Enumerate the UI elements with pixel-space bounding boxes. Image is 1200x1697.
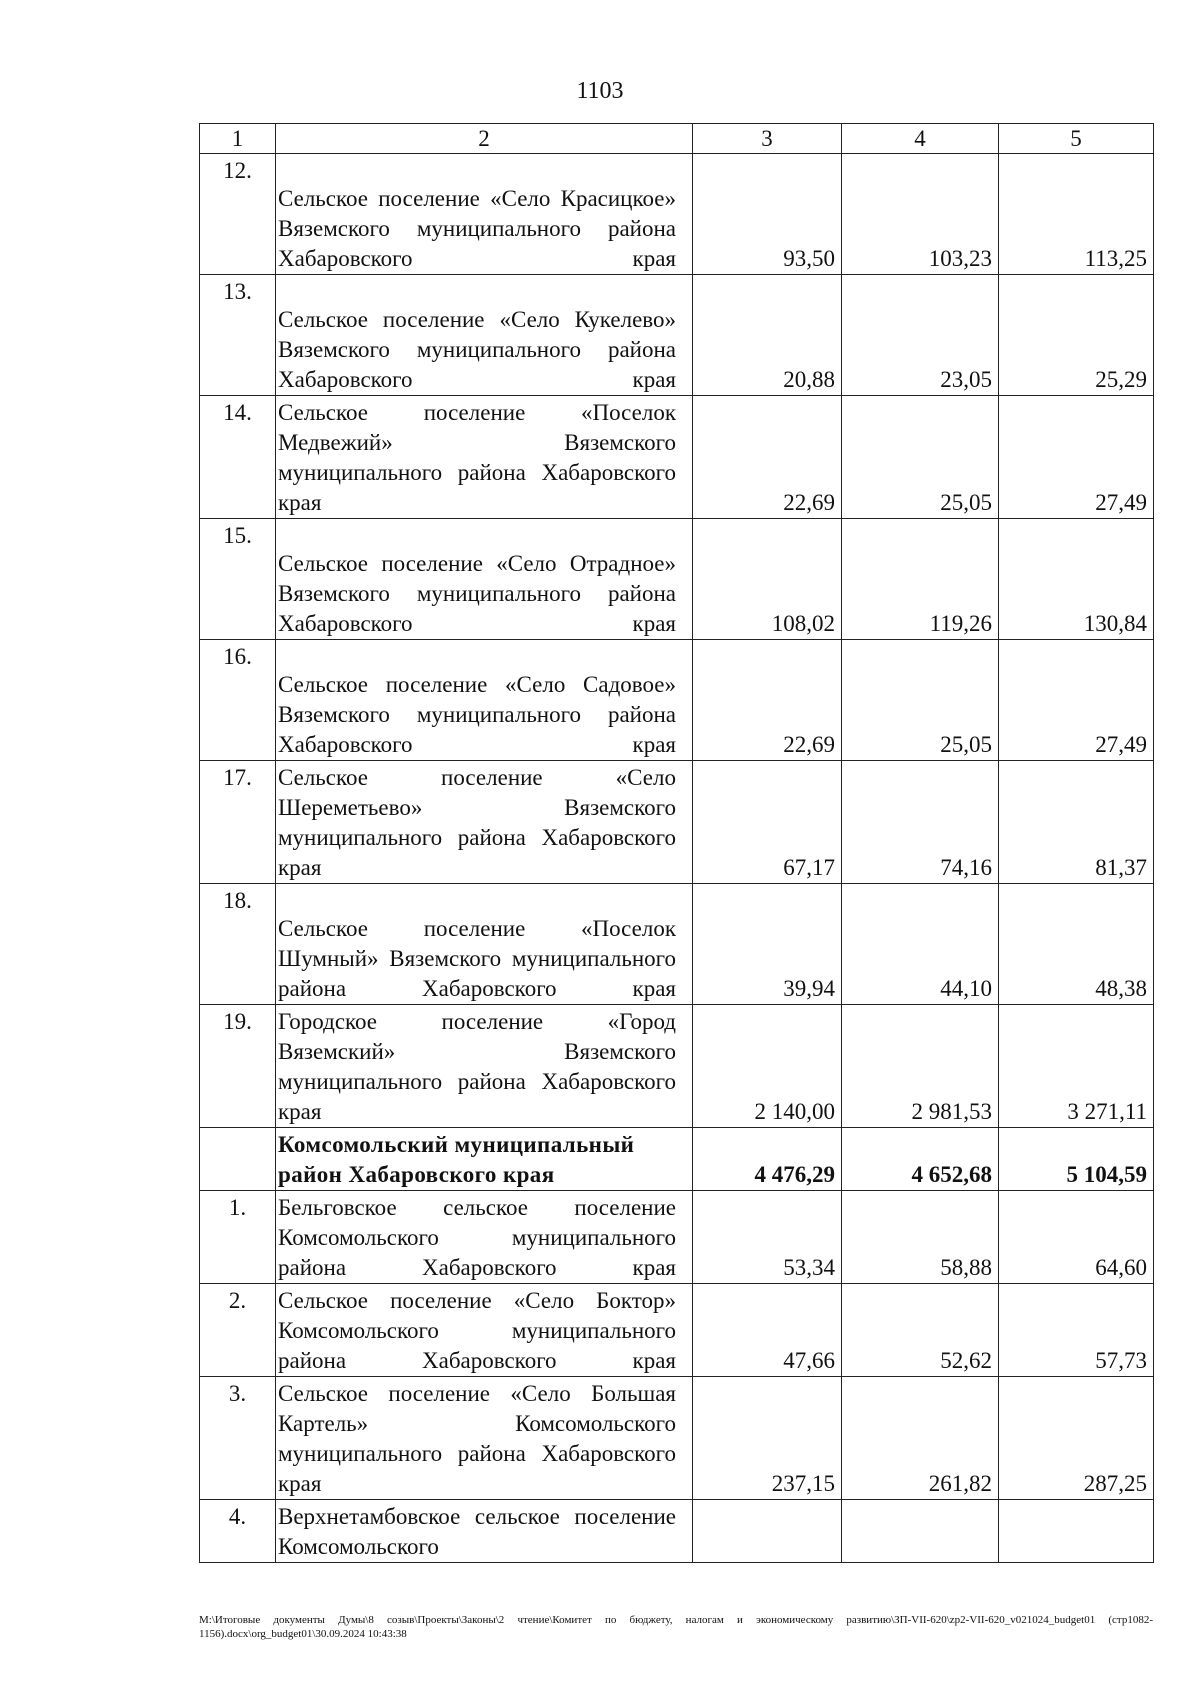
value-col5: 130,84 [999,519,1154,640]
value-col4: 4 652,68 [842,1128,999,1191]
column-header: 5 [999,124,1154,154]
value-col4: 23,05 [842,275,999,396]
municipality-name: Комсомольский муниципальный район Хабаровского края [276,1128,693,1191]
value-col4 [842,1500,999,1563]
value-col5 [999,1500,1154,1563]
value-col4: 25,05 [842,640,999,761]
row-number: 12. [200,154,276,275]
municipality-name: Сельское поселение «Поселок Медвежий» Вяземского муниципального района Хабаровского края [276,396,693,519]
municipality-name: Сельское поселение «Село Кукелево» Вяземского муниципального района Хабаровского края [276,275,693,396]
table-row [200,884,1154,1005]
municipality-name: Сельское поселение «Село Отрадное» Вяземского муниципального района Хабаровского края [276,519,693,640]
row-number: 4. [200,1500,276,1563]
value-col3: 22,69 [693,396,842,519]
value-col3: 20,88 [693,275,842,396]
value-col5: 5 104,59 [999,1128,1154,1191]
value-col5: 25,29 [999,275,1154,396]
column-header: 2 [276,124,693,154]
table-row [200,1377,1154,1500]
row-number: 13. [200,275,276,396]
table-row [200,396,1154,519]
row-number: 14. [200,396,276,519]
value-col3: 4 476,29 [693,1128,842,1191]
column-header: 1 [200,124,276,154]
table-row [200,275,1154,396]
value-col5: 48,38 [999,884,1154,1005]
municipality-name: Сельское поселение «Поселок Шумный» Вяземского муниципального района Хабаровского края [276,884,693,1005]
value-col3: 39,94 [693,884,842,1005]
value-col3: 237,15 [693,1377,842,1500]
municipality-name: Сельское поселение «Село Красицкое» Вяземского муниципального района Хабаровского края [276,154,693,275]
value-col5: 64,60 [999,1191,1154,1284]
table-row [200,519,1154,640]
row-number: 3. [200,1377,276,1500]
municipality-name: Сельское поселение «Село Садовое» Вяземского муниципального района Хабаровского края [276,640,693,761]
value-col3: 22,69 [693,640,842,761]
municipality-name: Бельговское сельское поселение Комсомольского муниципального района Хабаровского края [276,1191,693,1284]
table-header-row [200,124,1154,154]
table-row [200,1500,1154,1563]
table-row [200,154,1154,275]
municipality-name: Сельское поселение «Село Большая Картель» Комсомольского муниципального района Хабаровского края [276,1377,693,1500]
value-col4: 25,05 [842,396,999,519]
value-col5: 27,49 [999,640,1154,761]
value-col4: 2 981,53 [842,1005,999,1128]
municipality-name: Сельское поселение «Село Боктор» Комсомольского муниципального района Хабаровского края [276,1284,693,1377]
row-number: 15. [200,519,276,640]
value-col4: 74,16 [842,761,999,884]
page-number: 1103 [576,78,624,104]
row-number: 19. [200,1005,276,1128]
column-header: 3 [693,124,842,154]
value-col5: 57,73 [999,1284,1154,1377]
column-header: 4 [842,124,999,154]
value-col5: 287,25 [999,1377,1154,1500]
subtotal-row [200,1128,1154,1191]
value-col3: 47,66 [693,1284,842,1377]
row-number [200,1128,276,1191]
value-col4: 44,10 [842,884,999,1005]
value-col4: 103,23 [842,154,999,275]
value-col4: 52,62 [842,1284,999,1377]
row-number: 18. [200,884,276,1005]
municipality-name: Сельское поселение «Село Шереметьево» Вяземского муниципального района Хабаровского края [276,761,693,884]
table-row [200,1005,1154,1128]
value-col5: 3 271,11 [999,1005,1154,1128]
table-row [200,761,1154,884]
value-col3: 2 140,00 [693,1005,842,1128]
value-col5: 113,25 [999,154,1154,275]
value-col3 [693,1500,842,1563]
budget-table [199,123,1154,1563]
value-col4: 119,26 [842,519,999,640]
value-col5: 27,49 [999,396,1154,519]
row-number: 1. [200,1191,276,1284]
file-path-footer: M:\Итоговые документы Думы\8 созыв\Проекты\Законы\2 чтение\Комитет по бюджету, налогам и экономическому развитию\ЗП-VII-620\zp2-VII-620_v021024_budget01 (стр1082-1156).docx\org_budget01\30.09.2024 10:43:38 [199,1614,1153,1640]
value-col3: 67,17 [693,761,842,884]
value-col3: 93,50 [693,154,842,275]
value-col4: 58,88 [842,1191,999,1284]
value-col3: 108,02 [693,519,842,640]
row-number: 17. [200,761,276,884]
value-col4: 261,82 [842,1377,999,1500]
table-body [200,124,1154,1563]
table-row [200,1191,1154,1284]
row-number: 16. [200,640,276,761]
table-row [200,1284,1154,1377]
municipality-name: Городское поселение «Город Вяземский» Вяземского муниципального района Хабаровского края [276,1005,693,1128]
table-row [200,640,1154,761]
value-col3: 53,34 [693,1191,842,1284]
municipality-name: Верхнетамбовское сельское поселение Комсомольского [276,1500,693,1563]
row-number: 2. [200,1284,276,1377]
value-col5: 81,37 [999,761,1154,884]
